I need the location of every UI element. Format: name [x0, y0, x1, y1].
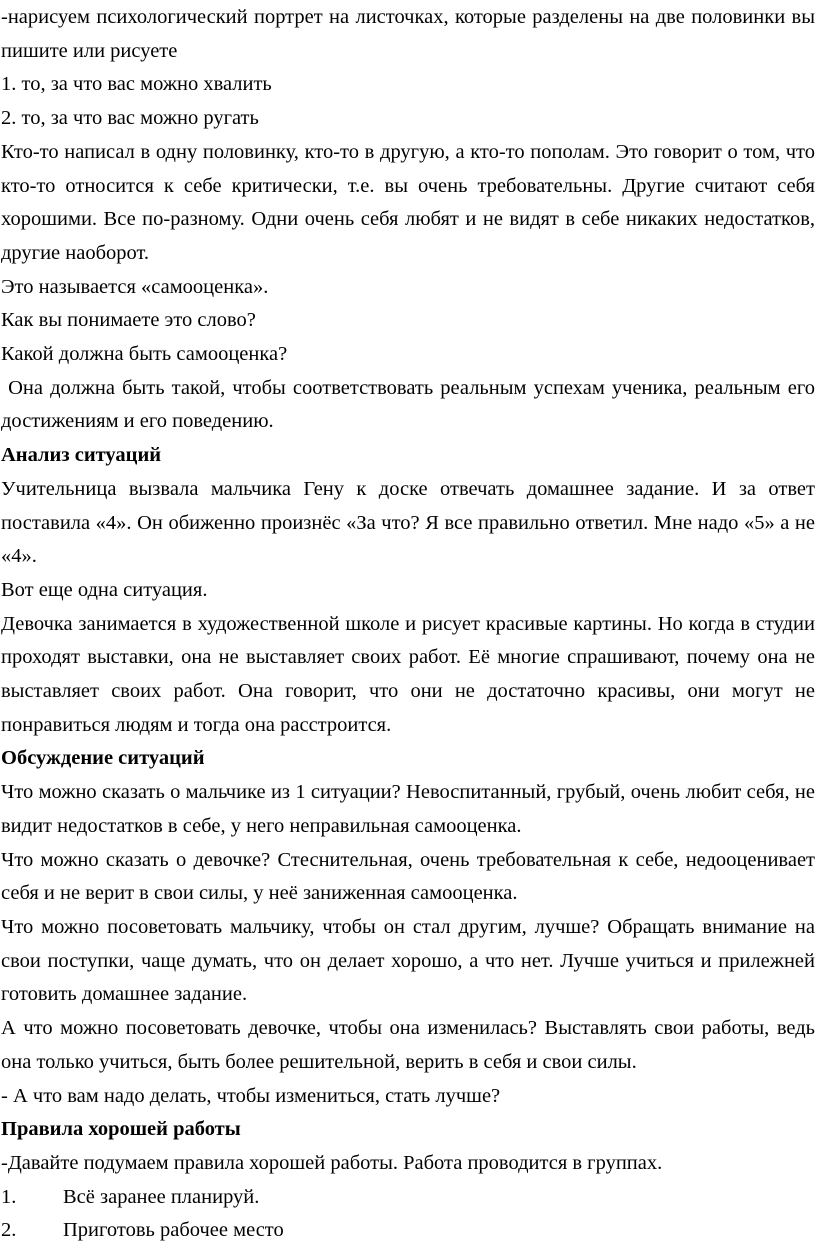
portrait-item-scold: 2. то, за что вас можно ругать [1, 107, 259, 130]
rules-item-number: 1. [1, 1185, 17, 1208]
analysis-heading: Анализ ситуаций [1, 444, 162, 467]
portrait-item-praise: 1. то, за что вас можно хвалить [1, 73, 272, 96]
discussion-boy: Что можно сказать о мальчике из 1 ситуации? Невоспитанный, грубый, очень любит себя, не видит недостатков в себе, у него неправильная самооценка. [1, 781, 815, 837]
another-situation: Вот еще одна ситуация. [1, 578, 208, 601]
self-esteem-answer: Она должна быть такой, чтобы соответствовать реальным успехам ученика, реальным его достижениям и его поведению. [1, 376, 815, 433]
question-should-be: Какой должна быть самооценка? [1, 343, 288, 366]
advice-girl: А что можно посоветовать девочке, чтобы она изменилась? Выставлять свои работы, ведь она только учиться, быть более решительной, верить в себя и свои силы. [1, 1017, 815, 1073]
rules-item-text: Приготовь рабочее место [63, 1219, 284, 1242]
discussion-heading: Обсуждение ситуаций [1, 747, 205, 770]
rules-item [1, 1214, 815, 1248]
portrait-instruction: -нарисуем психологический портрет на листочках, которые разделены на две половинки вы пишите или рисуете [1, 6, 815, 62]
rules-item-number: 2. [1, 1219, 17, 1242]
discussion-girl: Что можно сказать о девочке? Стеснительная, очень требовательная к себе, недооценивает себя и не верит в свои силы, у неё заниженная самооценка. [1, 848, 815, 905]
situation-girl: Девочка занимается в художественной школе и рисует красивые картины. Но когда в студии проходят выставки, она не выставляет своих работ. Её многие спрашивают, почему она не выставляет своих работ. Она говорит, что они не достаточно красивы, они могут не понравиться людям и тогда она расстроится. [1, 612, 815, 736]
situation-boy: Учительница вызвала мальчика Гену к доске отвечать домашнее задание. И за ответ поставила «4». Он обиженно произнёс «За что? Я все правильно ответил. Мне надо «5» а не «4». [1, 477, 815, 568]
rules-item-text: Всё заранее планируй. [63, 1185, 260, 1208]
question-understand: Как вы понимаете это слово? [1, 309, 256, 332]
advice-boy: Что можно посоветовать мальчику, чтобы он стал другим, лучше? Обращать внимание на свои поступки, чаще думать, что он делает хорошо, а что нет. Лучше учиться и прилежней готовить домашнее задание. [1, 915, 815, 1006]
halves-explanation: Кто-то написал в одну половинку, кто-то в другую, а кто-то пополам. Это говорит о том, что кто-то относится к себе критически, т.е. вы очень требовательны. Другие считают себя хорошими. Все по-разному. Одни очень себя любят и не видят в себе никаких недостатков, другие наоборот. [1, 140, 815, 264]
rules-intro: -Давайте подумаем правила хорошей работы. Работа проводится в группах. [1, 1151, 663, 1174]
rules-heading: Правила хорошей работы [1, 1118, 241, 1141]
question-you: - А что вам надо делать, чтобы измениться, стать лучше? [1, 1084, 501, 1107]
self-esteem-term: Это называется «самооценка». [1, 275, 269, 298]
rules-item [1, 1181, 815, 1215]
